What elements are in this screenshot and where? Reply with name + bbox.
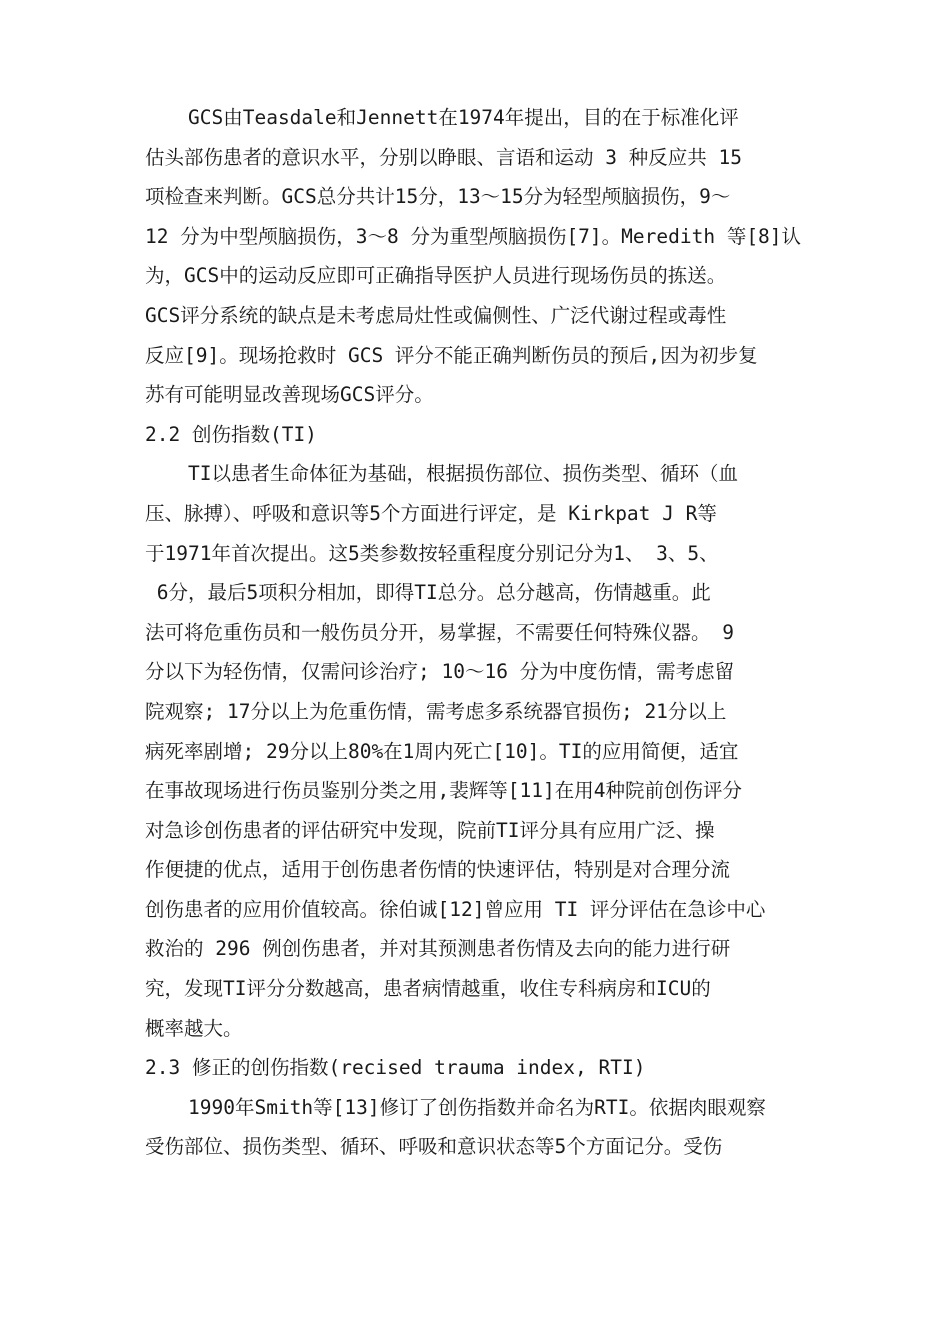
text-line: 反应[9]。现场抢救时 GCS 评分不能正确判断伤员的预后,因为初步复 bbox=[145, 343, 758, 367]
text-line: 究，发现TI评分分数越高，患者病情越重，收住专科病房和ICU的 bbox=[145, 977, 711, 1001]
text-line: 院观察; 17分以上为危重伤情，需考虑多系统器官损伤; 21分以上 bbox=[145, 699, 727, 723]
text-line: 受伤部位、损伤类型、循环、呼吸和意识状态等5个方面记分。受伤 bbox=[145, 1135, 723, 1159]
text-line: 于1971年首次提出。这5类参数按轻重程度分别记分为1、 3、5、 bbox=[145, 541, 719, 565]
paragraph-gcs bbox=[145, 98, 810, 415]
text-line: 为，GCS中的运动反应即可正确指导医护人员进行现场伤员的拣送。 bbox=[145, 264, 727, 288]
paragraph-ti bbox=[145, 454, 810, 1048]
text-line: 救治的 296 例创伤患者，并对其预测患者伤情及去向的能力进行研 bbox=[145, 937, 731, 961]
text-line: 6分，最后5项积分相加，即得TI总分。总分越高，伤情越重。此 bbox=[145, 581, 711, 605]
text-line: 法可将危重伤员和一般伤员分开，易掌握，不需要任何特殊仪器。 9 bbox=[145, 620, 734, 644]
text-line: 概率越大。 bbox=[145, 1016, 243, 1040]
text-line: 压、脉搏）、呼吸和意识等5个方面进行评定，是 Kirkpat J R等 bbox=[145, 501, 717, 525]
section-heading-ti: 2.2 创伤指数(TI) bbox=[145, 422, 317, 446]
text-line: 1990年Smith等[13]修订了创伤指数并命名为RTI。依据肉眼观察 bbox=[188, 1095, 766, 1119]
text-line: 12 分为中型颅脑损伤，3～8 分为重型颅脑损伤[7]。Meredith 等[8]认 bbox=[145, 224, 802, 248]
text-line: 项检查来判断。GCS总分共计15分，13～15分为轻型颅脑损伤，9～ bbox=[145, 185, 731, 209]
text-line: 苏有可能明显改善现场GCS评分。 bbox=[145, 383, 434, 407]
text-line: 病死率剧增; 29分以上80%在1周内死亡[10]。TI的应用简便，适宜 bbox=[145, 739, 739, 763]
paragraph-rti bbox=[145, 1088, 810, 1167]
text-line: TI以患者生命体征为基础，根据损伤部位、损伤类型、循环（血 bbox=[188, 462, 738, 486]
section-heading-rti: 2.3 修正的创伤指数(recised trauma index, RTI) bbox=[145, 1056, 646, 1080]
text-line: 分以下为轻伤情，仅需问诊治疗; 10～16 分为中度伤情，需考虑留 bbox=[145, 660, 735, 684]
text-line: GCS评分系统的缺点是未考虑局灶性或偏侧性、广泛代谢过程或毒性 bbox=[145, 303, 727, 327]
text-line: 创伤患者的应用价值较高。徐伯诚[12]曾应用 TI 评分评估在急诊中心 bbox=[145, 897, 766, 921]
text-line: 对急诊创伤患者的评估研究中发现，院前TI评分具有应用广泛、操 bbox=[145, 818, 715, 842]
text-line: 作便捷的优点，适用于创伤患者伤情的快速评估，特别是对合理分流 bbox=[145, 858, 731, 882]
document-body bbox=[145, 98, 810, 1167]
text-line: 在事故现场进行伤员鉴别分类之用,裴辉等[11]在用4种院前创伤评分 bbox=[145, 779, 742, 803]
text-line: GCS由Teasdale和Jennett在1974年提出，目的在于标准化评 bbox=[188, 106, 739, 129]
text-line: 估头部伤患者的意识水平，分别以睁眼、言语和运动 3 种反应共 15 bbox=[145, 145, 742, 169]
